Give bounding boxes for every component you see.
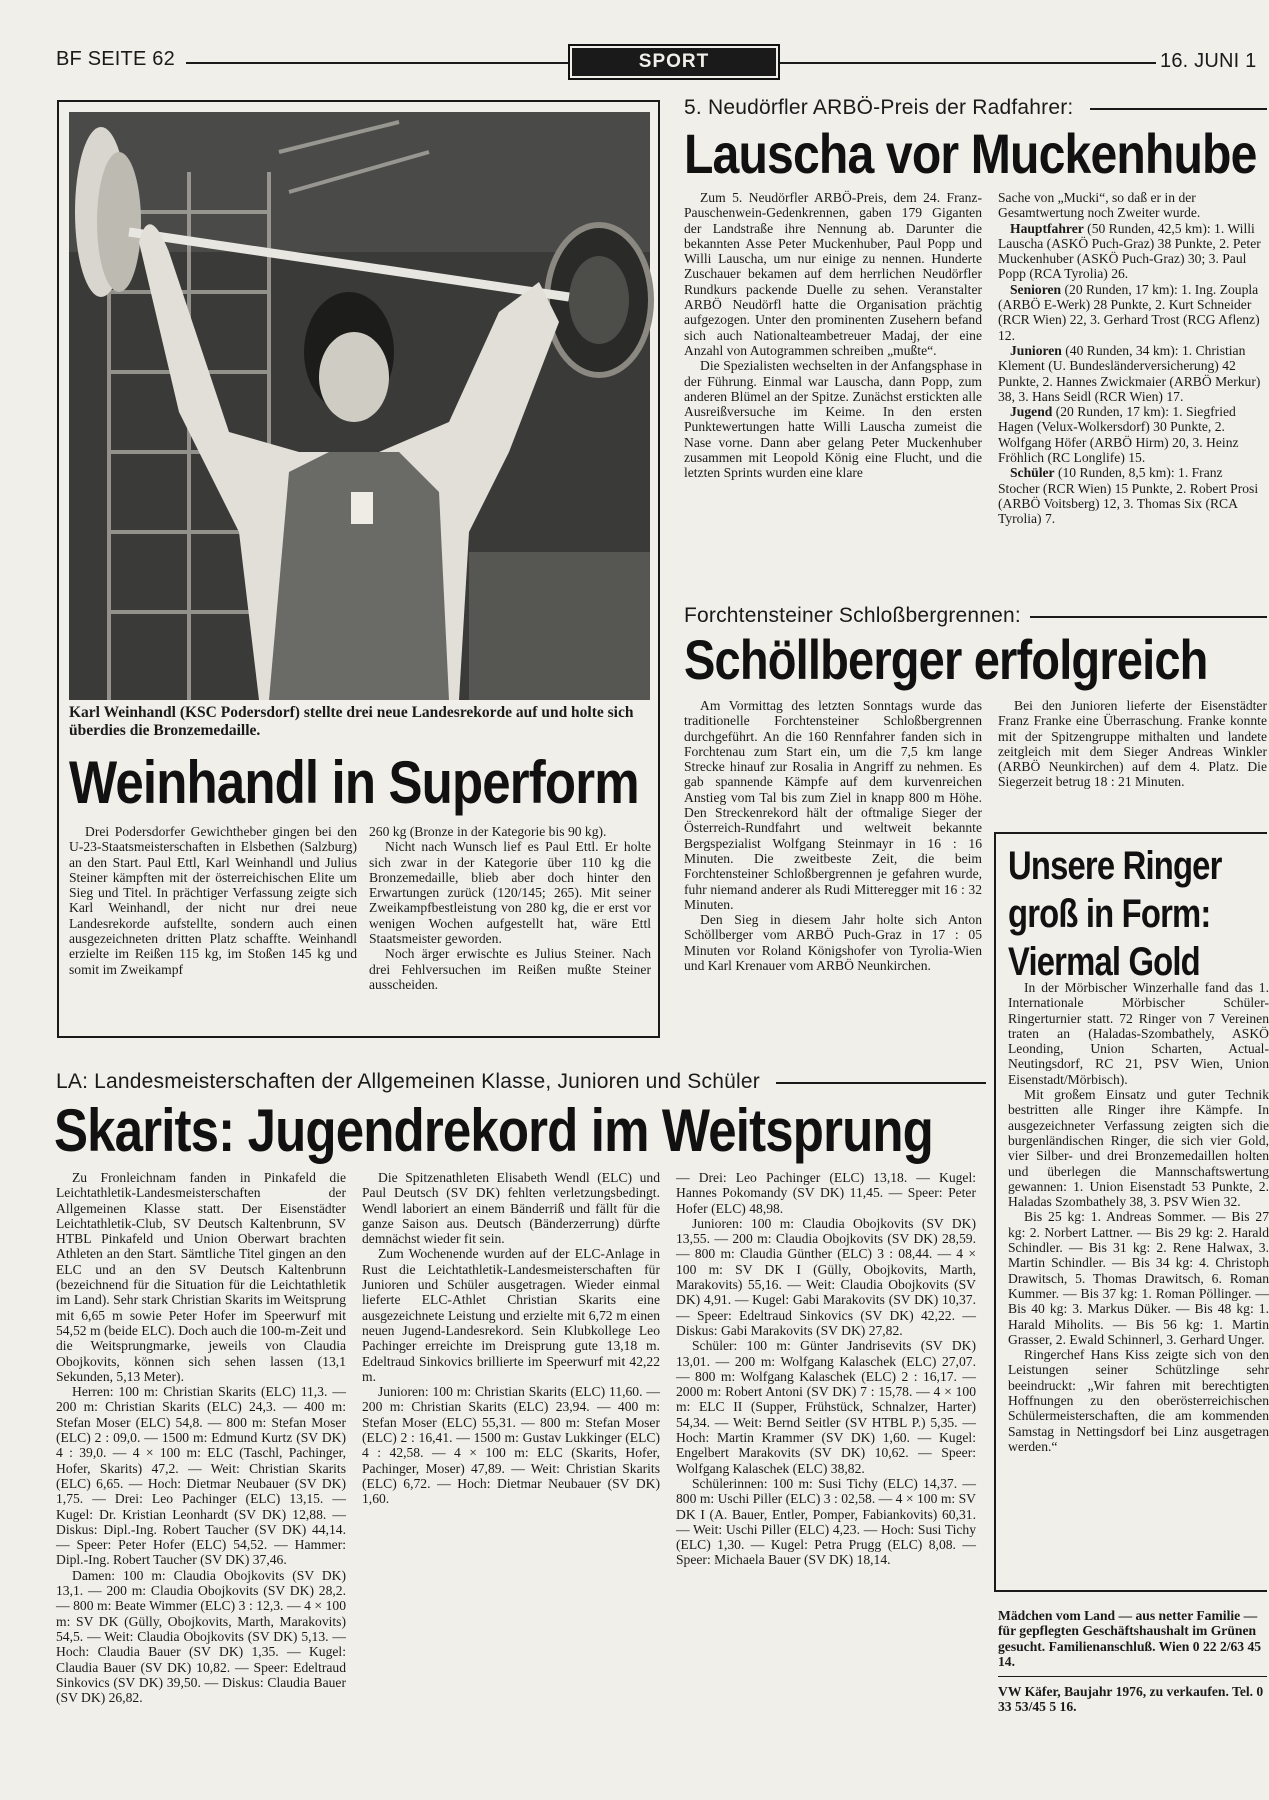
ringer-paragraph: Bis 25 kg: 1. Andreas Sommer. — Bis 27 kg: 2. Norbert Lattner. — Bis 29 kg: 2. Harald Schindler. — Bis 31 kg: 2. Rene Halwax, 3. Martin Schindler. — Bis 34 kg: 4. Christoph Drawitsch, 5. Thomas Drawitsch, 6. Roman Kummer. — Bis 37 kg: 1. Roman Pöllinger. — Bis 40 kg: 3. Markus Düker. — Bis 48 kg: 1. Harald Miholits. — Bis 56 kg: 1. Martin Grasser, 2. Ewald Schinnerl, 3. Gerhard Unger. xyxy=(1008,1209,1269,1347)
rad-paragraph: Die Spezialisten wechselten in der Anfangsphase in der Führung. Einmal war Lauscha, dann Popp, zum anderen Blümel an der Spitze. Zunächst erstickten alle Ausreißversuche im Keime. In den ersten Punktewertungen hatte Willi Lauscha zumeist die Nase vorne. Dann aber gelang Peter Muckenhuber zusammen mit Leopold König eine Flucht, und die letzten Sprints wurden eine klare xyxy=(684,358,982,481)
ringer-headline-line: Viermal Gold xyxy=(1008,940,1200,984)
la-results: — Drei: Leo Pachinger (ELC) 13,18. — Kugel: Hannes Pokomandy (SV DK) 11,45. — Speer: Peter Hofer (ELC) 48,98. xyxy=(676,1170,976,1216)
classified-ad xyxy=(998,1684,1267,1718)
result-text: (20 Runden, 17 km): 1. Siegfried Hagen (Velux-Wolkersdorf) 30 Punkte, 2. Wolfgang Höfer (ARBÖ Hirm) 20, 3. Heinz Fröhlich (RC Longlife) 15. xyxy=(998,404,1239,466)
rad-result-hauptfahrer xyxy=(998,221,1267,282)
photo-caption: Karl Weinhandl (KSC Podersdorf) stellte drei neue Landesrekorde auf und holte sich überdies die Bronzemedaille. xyxy=(69,704,634,739)
weinhandl-col-1 xyxy=(69,824,357,1029)
la-paragraph: Zu Fronleichnam fanden in Pinkafeld die Leichtathletik-Landesmeisterschaften der Allgemeinen Klasse statt. Der Eisenstädter Leichtathletik-Club, SV Deutsch Kaltenbrunn, SV HTBL Pinkafeld und Union Oberwart brachten Athleten an den Start. Sämtliche Titel gingen an den ELC und an den SV Deutsch Kaltenbrunn (bezeichnend für die Situation für die Leichtathletik im Land). Sehr stark Christian Skarits im Weitsprung mit 6,65 m sowie Peter Hofer im Speerwurf mit 54,52 m (beide ELC). Doch auch die 100-m-Zeit und die Weitsprungmarke, jeweils von Claudia Obojkovits, können sich sehen lassen (13,1 Sekunden, 5,13 Meter). xyxy=(56,1170,346,1384)
result-text: (50 Runden, 42,5 km): 1. Willi Lauscha (ASKÖ Puch-Graz) 38 Punkte, 2. Peter Muckenhuber (ASKÖ Puch-Graz) 30; 3. Paul Popp (RCA Tyrolia) 26. xyxy=(998,220,1261,282)
la-col-2 xyxy=(362,1170,660,1720)
weinhandl-paragraph: Drei Podersdorfer Gewichtheber gingen bei den U-23-Staatsmeisterschaften in Elsbethen (Salzburg) an den Start. Paul Ettl, Karl Weinhandl und Julius Steiner kämpften mit der österreichischen Elite um Sieg und Titel. In prächtiger Verfassung zeigte sich Karl Weinhandl, der nicht nur drei neue Landesrekorde aufstellte, sondern auch einen ausgezeichneten dritten Platz schaffte. Weinhandl erzielte im Reißen 115 kg, im Stoßen 145 kg und somit im Zweikampf xyxy=(69,824,357,977)
rad-result-junioren xyxy=(998,343,1267,404)
result-category: Jugend xyxy=(1010,404,1053,420)
rad-kicker: 5. Neudörfler ARBÖ-Preis der Radfahrer: xyxy=(684,96,1074,119)
la-results-schueler: Schüler: 100 m: Günter Jandrisevits (SV DK) 13,01. — 200 m: Wolfgang Kalaschek (ELC) 27,07. — 800 m: Wolfgang Kalaschek (ELC) 2 : 16,17. — 2000 m: Robert Antoni (SV DK) 7 : 15,78. — 4 × 100 m: ELC II (Supper, Frühstück, Schnalzer, Harter) 54,34. — Weit: Bernd Seitler (SV HTBL P.) 5,35. — Hoch: Martin Krammer (SV DK) 1,60. — Kugel: Engelbert Marakovits (SV DK) 10,62. — Speer: Wolfgang Kalaschek (ELC) 38,82. xyxy=(676,1338,976,1476)
header-rule-left xyxy=(186,62,568,64)
forch-col-2 xyxy=(998,698,1267,818)
rad-paragraph: Sache von „Mucki“, so daß er in der Gesamtwertung noch Zweiter wurde. xyxy=(998,190,1201,221)
rad-kicker-rule xyxy=(1090,108,1267,110)
forch-headline: Schöllberger erfolgreich xyxy=(684,628,1208,691)
ringer-box xyxy=(994,832,1267,1592)
ad-divider xyxy=(998,1676,1267,1677)
la-col-1 xyxy=(56,1170,346,1720)
ringer-headline-wrap xyxy=(1008,842,1269,990)
ringer-headline-line: groß in Form: xyxy=(1008,892,1211,936)
weinhandl-col-2 xyxy=(369,824,651,1029)
rad-headline: Lauscha vor Muckenhube xyxy=(684,122,1257,185)
weinhandl-paragraph: Nicht nach Wunsch lief es Paul Ettl. Er holte sich zwar in der Kategorie über 110 kg die Bronzemedaille, blieb aber doch hinter den Erwartungen zurück (120/145; 265). Mit seiner Zweikampfbestleistung von 280 kg, die er erst vor wenigen Wochen aufgestellt hat, wäre Ettl Staatsmeister geworden. xyxy=(369,839,651,947)
weinhandl-paragraph: 260 kg (Bronze in der Kategorie bis 90 kg). xyxy=(369,824,607,839)
result-text: (40 Runden, 34 km): 1. Christian Klement (U. Bundesländerversicherung) 42 Punkte, 2. Hannes Zwickmaier (ARBÖ Merkur) 38, 3. Hans Seidl (RCR Wien) 17. xyxy=(998,342,1261,404)
weinhandl-headline: Weinhandl in Superform xyxy=(69,749,639,816)
forch-paragraph: Den Sieg in diesem Jahr holte sich Anton Schöllberger vom ARBÖ Puch-Graz in 17 : 05 Minuten vor Roland Königshofer von Tyrolia-Wien und Karl Krenauer vom ARBÖ Neunkirchen. xyxy=(684,912,982,974)
classified-ad xyxy=(998,1608,1267,1670)
ringer-paragraph: Mit großem Einsatz und guter Technik bestritten alle Ringer ihre Kämpfe. In ausgezeichneter Verfassung zeigten sich die burgenländischen Ringer, die sich vier Gold, vier Silber- und drei Bronzemedaillen holten und überlegen die Mannschaftswertung gewannen: 1. Union Eisenstadt 53 Punkte, 2. Haladas Szombathely 38, 3. PSV Wien 32. xyxy=(1008,1087,1269,1210)
rad-result-senioren xyxy=(998,282,1267,343)
result-category: Hauptfahrer xyxy=(1010,220,1084,236)
la-headline: Skarits: Jugendrekord im Weitsprung xyxy=(54,1097,933,1164)
result-category: Senioren xyxy=(1010,281,1062,297)
weinhandl-paragraph: Noch ärger erwischte es Julius Steiner. Nach drei Fehlversuchen im Reißen mußte Steiner ausscheiden. xyxy=(369,946,651,992)
la-results-junioren: Junioren: 100 m: Christian Skarits (ELC) 11,60. — 200 m: Christian Skarits (ELC) 23,94. — 400 m: Stefan Moser (ELC) 55,31. — 800 m: Stefan Moser (ELC) 2 : 16,41. — 1500 m: Gustav Lukkinger (ELC) 4 : 42,58. — 4 × 100 m: ELC (Skarits, Hofer, Pachinger, Moser) 47,89. — Weit: Christian Skarits (ELC) 6,72. — Hoch: Dietmar Neubauer (SV DK) 1,60. xyxy=(362,1384,660,1507)
ringer-headline-line: Unsere Ringer xyxy=(1008,844,1222,888)
la-kicker-rule xyxy=(776,1082,986,1084)
la-results-juniorinnen: Junioren: 100 m: Claudia Obojkovits (SV DK) 13,55. — 200 m: Claudia Obojkovits (SV DK) 28,59. — 800 m: Claudia Günther (ELC) 3 : 08,44. — 4 × 100 m: SV DK I (Gülly, Obojkovits, Marth, Marakovits) 55,16. — Weit: Claudia Obojkovits (SV DK) 4,91. — Kugel: Gabi Marakovits (SV DK) 10,37. — Speer: Edeltraud Sinkovics (SV DK) 42,22. — Diskus: Gabi Marakovits (SV DK) 27,82. xyxy=(676,1215,976,1338)
la-col-3 xyxy=(676,1170,976,1720)
ringer-body xyxy=(1008,980,1269,1584)
result-category: Junioren xyxy=(1010,342,1062,358)
la-results-damen: Damen: 100 m: Claudia Obojkovits (SV DK) 13,1. — 200 m: Claudia Obojkovits (SV DK) 28,2. — 800 m: Beate Wimmer (ELC) 3 : 12,3. — 4 × 100 m: SV DK (Gülly, Obojkovits, Marth, Marakovits) 54,5. — Weit: Claudia Obojkovits (SV DK) 5,13. — Hoch: Claudia Bauer (SV DK) 1,35. — Kugel: Claudia Bauer (SV DK) 10,82. — Speer: Edeltraud Sinkovics (SV DK) 39,50. — Diskus: Claudia Bauer (SV DK) 26,82. xyxy=(56,1567,346,1706)
result-text: (10 Runden, 8,5 km): 1. Franz Stocher (RCR Wien) 15 Punkte, 2. Robert Prosi (ARBÖ Voitsberg) 12, 3. Thomas Six (RCA Tyrolia) 7. xyxy=(998,465,1259,527)
section-box xyxy=(568,44,780,80)
forch-headline-wrap xyxy=(684,628,1267,694)
forch-paragraph: Am Vormittag des letzten Sonntags wurde das traditionelle Forchtensteiner Schloßbergrennen durchgeführt. An die 160 Rennfahrer fanden sich in Forchtenau zum Start ein, um die 7,5 km lange Strecke hinauf zur Rosalia in Angriff zu nehmen. Es gab spannende Kämpfe auf dem kurvenreichen Anstieg vom Tal bis zum Ziel in knapp 800 m Höhe. Den Streckenrekord hält der oftmalige Sieger der Österreich-Rundfahrt und weltweit bekannte Bergspezialist Wolfgang Steinmayr in 16 : 16 Minuten. Die zweitbeste Zeit, die beim Forchtensteiner Schloßbergrennen je gefahren wurde, fuhr niemand anderer als Rudi Mitteregger mit 16 : 32 Minuten. xyxy=(684,698,982,912)
ad-text: VW Käfer, Baujahr 1976, zu verkaufen. Tel. 0 33 53/45 5 16. xyxy=(998,1684,1264,1715)
ringer-paragraph: Ringerchef Hans Kiss zeigte sich von den Leistungen seiner Schützlinge sehr beeindruckt: „Wir fahren mit berechtigten Hoffnungen zu den oberösterreichischen Schülermeisterschaften, die am kommenden Samstag in Nettingsdorf bei Linz ausgetragen werden.“ xyxy=(1008,1347,1269,1454)
rad-col-2 xyxy=(998,190,1267,582)
result-text: (20 Runden, 17 km): 1. Ing. Zoupla (ARBÖ E-Werk) 28 Punkte, 2. Kurt Schneider (RCR Wien) 22, 3. Gerhard Trost (RCG Aflenz) 12. xyxy=(998,281,1260,343)
header-rule-right xyxy=(780,62,1156,64)
section-label: SPORT xyxy=(572,48,776,76)
weightlifter-photo xyxy=(69,112,650,700)
la-kicker: LA: Landesmeisterschaften der Allgemeinen Klasse, Junioren und Schüler xyxy=(56,1070,760,1093)
page-header xyxy=(0,0,1267,90)
la-paragraph: Die Spitzenathleten Elisabeth Wendl (ELC) und Paul Deutsch (SV DK) fehlten verletzungsbedingt. Wendl laboriert an einem Bänderriß und fällt für die ganze Saison aus. Deutsch (Bänderzerrung) dürfte demnächst wieder fit sein. xyxy=(362,1170,660,1247)
weinhandl-headline-wrap xyxy=(69,748,650,822)
la-headline-wrap xyxy=(54,1096,986,1168)
forch-kicker: Forchtensteiner Schloßbergrennen: xyxy=(684,604,1021,627)
forch-paragraph: Bei den Junioren lieferte der Eisenstädter Franz Franke eine Überraschung. Franke konnte mit der Spitzengruppe mithalten und landete zeitgleich mit dem Sieger Andreas Winkler (ARBÖ Neunkirchen) auf dem 4. Platz. Die Siegerzeit betrug 18 : 21 Minuten. xyxy=(998,698,1267,790)
la-results-herren: Herren: 100 m: Christian Skarits (ELC) 11,3. — 200 m: Christian Skarits (ELC) 24,3. — 400 m: Stefan Moser (ELC) 54,8. — 800 m: Stefan Moser (ELC) 2 : 09,0. — 1500 m: Edmund Kurtz (SV DK) 4 : 39,0. — 4 × 100 m: ELC (Taschl, Pachinger, Hofer, Skarits) 47,2. — Weit: Christian Skarits (ELC) 6,65. — Hoch: Dietmar Neubauer (SV DK) 1,75. — Drei: Leo Pachinger (ELC) 13,15. — Kugel: Dr. Kristian Leonhardt (SV DK) 12,88. — Diskus: Dipl.-Ing. Robert Taucher (SV DK) 44,14. — Speer: Peter Hofer (ELC) 54,52. — Hammer: Dipl.-Ing. Robert Taucher (SV DK) 37,46. xyxy=(56,1384,346,1568)
rad-result-schueler xyxy=(998,465,1267,526)
la-paragraph: Zum Wochenende wurden auf der ELC-Anlage in Rust die Leichtathletik-Landesmeisterschaften für Junioren und Schüler ausgetragen. Wieder einmal lieferte ELC-Athlet Christian Skarits eine ausgezeichnete Leistung und erzielte mit 6,72 m einen neuen Jugend-Landesrekord. Sein Klubkollege Leo Pachinger erreichte im Dreisprung gute 13,18 m. Edeltraud Sinkovics brillierte im Speerwurf mit 42,22 m. xyxy=(362,1246,660,1384)
rad-col-1 xyxy=(684,190,982,582)
result-category: Schüler xyxy=(1010,465,1055,481)
rad-paragraph: Zum 5. Neudörfler ARBÖ-Preis, dem 24. Franz-Pauschenwein-Gedenkrennen, gaben 179 Giganten der Landstraße ihre Nennung ab. Darunter die bekannten Asse Peter Muckenhuber, Paul Popp und Willi Lauscha, um nur einige zu nennen. Hunderte Zuschauer bekamen auf dem herrlichen Neudörfler Rundkurs packende Duelle zu sehen. Veranstalter ARBÖ Neudörfl hatte die Organisation prächtig aufgezogen. Unter den prominenten Zusehern befand sich auch Nationalteambetreuer Madaj, der eine Anzahl von Autogrammen schreiben „mußte“. xyxy=(684,190,982,358)
forch-kicker-rule xyxy=(1030,616,1267,618)
rad-result-jugend xyxy=(998,404,1267,465)
forch-col-1 xyxy=(684,698,982,1074)
ad-text: Mädchen vom Land — aus netter Familie — für gepflegten Geschäftshaushalt im Grünen gesucht. Familienanschluß. Wien 0 22 2/63 45 14. xyxy=(998,1608,1262,1669)
rad-headline-wrap xyxy=(684,122,1267,188)
ringer-paragraph: In der Mörbischer Winzerhalle fand das 1. Internationale Mörbischer Schüler-Ringerturnier statt. 72 Ringer von 7 Vereinen traten an (Haladas-Szombathely, ASKÖ Leonding, Union Scharten, Actual-Neutingsdorf, RC 21, PSV Wien, Union Eisenstadt/Mörbisch). xyxy=(1008,980,1269,1087)
la-results-schuelerinnen: Schülerinnen: 100 m: Susi Tichy (ELC) 14,37. — 800 m: Uschi Piller (ELC) 3 : 02,58. — 4 × 100 m: SV DK I (A. Bauer, Entler, Pomper, Fabiankovits) 60,31. — Weit: Uschi Piller (ELC) 4,23. — Hoch: Susi Tichy (ELC) 1,30. — Kugel: Petra Prugg (ELC) 8,08. — Speer: Michaela Bauer (SV DK) 18,14. xyxy=(676,1475,976,1568)
weinhandl-article xyxy=(57,100,660,1038)
page-number: BF SEITE 62 xyxy=(56,48,175,70)
weightlifter-photo-graphic xyxy=(69,112,650,700)
page-date: 16. JUNI 1 xyxy=(1160,50,1257,72)
